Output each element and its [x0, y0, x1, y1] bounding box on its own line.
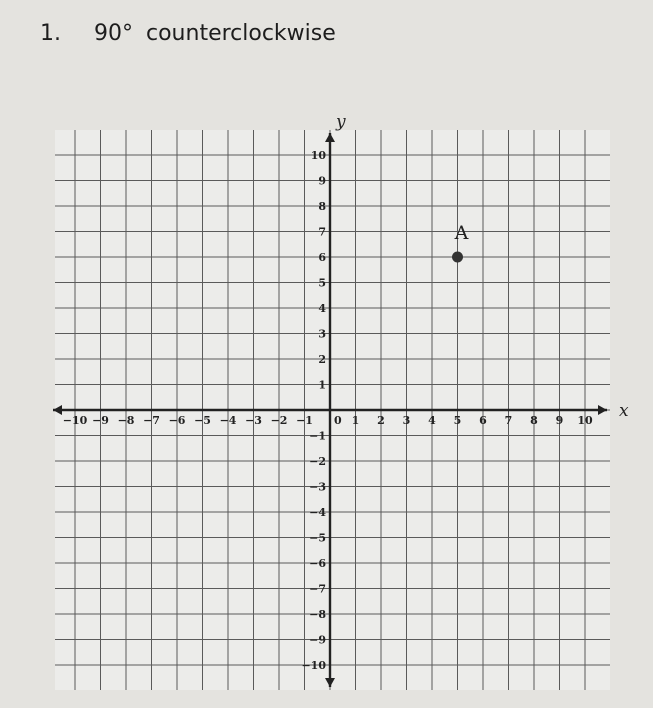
y-tick-label: 6	[318, 251, 326, 264]
x-tick-label: 6	[479, 414, 487, 427]
point-a-marker	[452, 252, 463, 263]
y-tick-label: 1	[318, 378, 326, 392]
x-axis-label: x	[619, 401, 629, 421]
y-tick-label: −10	[301, 659, 326, 672]
y-tick-label: −8	[309, 608, 326, 621]
y-tick-label: −7	[309, 582, 326, 596]
x-tick-label: 2	[377, 414, 385, 427]
x-tick-label: −6	[168, 414, 186, 427]
y-tick-label: 2	[318, 353, 326, 366]
y-tick-label: 4	[318, 302, 326, 315]
x-tick-label: 7	[504, 414, 513, 427]
y-tick-label: 8	[318, 200, 326, 213]
x-tick-label: −9	[92, 414, 109, 427]
point-a-label: A	[454, 222, 469, 244]
y-axis-label: y	[336, 112, 346, 132]
y-tick-label: −3	[309, 480, 326, 494]
x-tick-label: −10	[62, 414, 88, 427]
x-tick-label: 9	[555, 414, 564, 427]
y-tick-label: 9	[318, 174, 326, 188]
x-tick-label: −5	[194, 414, 211, 427]
x-tick-label: −8	[117, 414, 135, 427]
x-tick-label: 3	[402, 414, 411, 427]
x-tick-label: 10	[577, 414, 593, 427]
x-tick-label: −2	[270, 414, 288, 427]
x-tick-label: 1	[351, 414, 360, 427]
x-tick-label: −7	[143, 414, 160, 427]
y-tick-label: −1	[309, 429, 326, 443]
x-tick-label: 5	[453, 414, 462, 427]
x-tick-label: 4	[428, 414, 436, 427]
x-tick-label: −4	[219, 414, 237, 427]
y-tick-label: 10	[310, 149, 326, 162]
x-tick-label: 8	[530, 414, 538, 427]
y-tick-label: −4	[309, 506, 326, 519]
y-tick-label: −5	[309, 531, 326, 545]
y-tick-label: −6	[309, 557, 326, 570]
problem-number: 1.	[40, 21, 61, 46]
origin-label: 0	[334, 414, 342, 427]
y-tick-label: −2	[309, 455, 326, 468]
rotation-direction: counterclockwise	[146, 21, 336, 46]
rotation-angle: 90°	[94, 21, 133, 46]
y-tick-label: 3	[318, 327, 326, 341]
y-tick-label: −9	[309, 633, 326, 647]
x-tick-label: −3	[245, 414, 262, 427]
y-tick-label: 5	[318, 276, 326, 290]
x-tick-label: −1	[296, 414, 313, 427]
y-tick-label: 7	[318, 225, 326, 239]
